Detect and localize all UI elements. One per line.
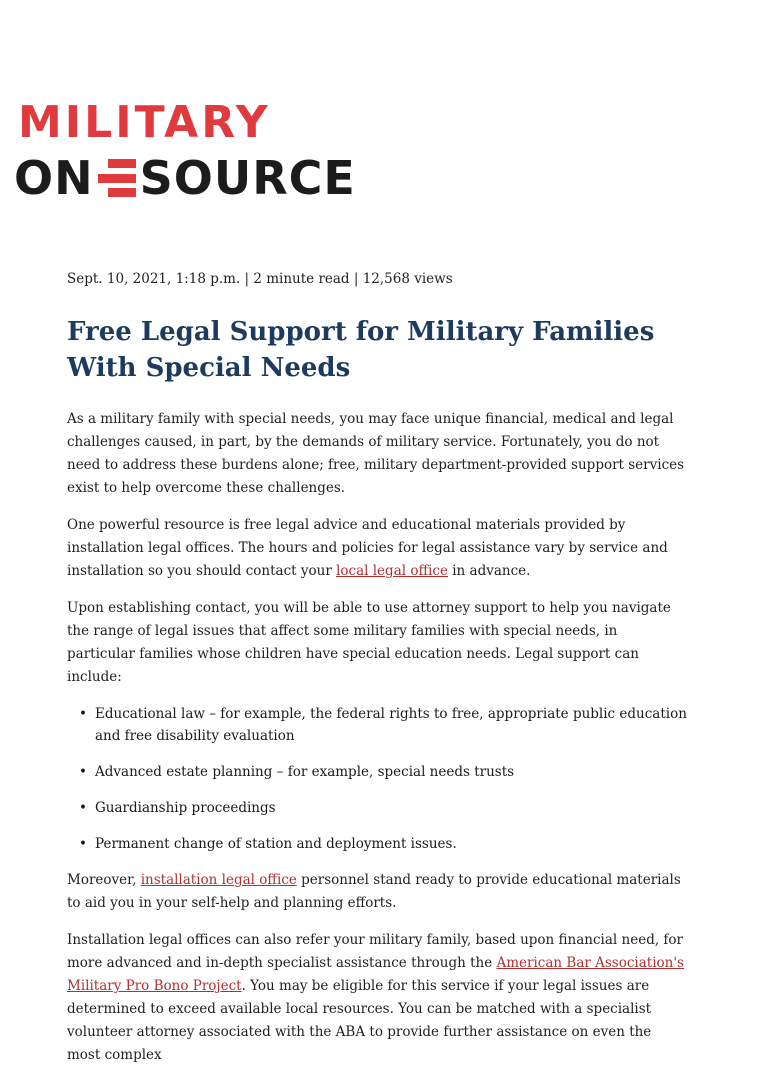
logo-wordmark-source: SOURCE xyxy=(139,151,356,205)
list-item: • Guardianship proceedings xyxy=(95,797,687,819)
legal-support-list xyxy=(67,703,687,855)
paragraph-2-text-after: in advance. xyxy=(447,563,531,579)
logo-wordmark-on: ON xyxy=(14,151,94,205)
logo-e-mark-icon xyxy=(98,159,136,197)
article-paragraph-5 xyxy=(67,929,687,1067)
local-legal-office-link[interactable]: local legal office xyxy=(336,563,448,579)
paragraph-2-text-before: One powerful resource is free legal advice and educational materials provided by installation legal offices. The hours and policies for legal assistance vary by service and installation so you should contact your xyxy=(67,517,668,579)
military-onesource-logo[interactable] xyxy=(12,98,412,208)
list-item: • Permanent change of station and deployment issues. xyxy=(95,833,687,855)
article-paragraph-3: Upon establishing contact, you will be able to use attorney support to help you navigate the range of legal issues that affect some military families with special needs, in particular families whose children have special education needs. Legal support can include: xyxy=(67,600,671,685)
article-paragraph-4 xyxy=(67,869,687,915)
article-meta: Sept. 10, 2021, 1:18 p.m. | 2 minute read | 12,568 views xyxy=(67,271,453,287)
logo-wordmark-military: MILITARY xyxy=(18,97,271,148)
aba-military-pro-bono-link[interactable]: American Bar Association's Military Pro Bono Project xyxy=(67,955,684,994)
article xyxy=(67,268,687,1067)
article-paragraph-1: As a military family with special needs, you may face unique financial, medical and legal challenges caused, in part, by the demands of military service. Fortunately, you do not need to address these burdens alone; free, military department-provided support services exist to help overcome these challenges. xyxy=(67,411,685,496)
paragraph-5-text-before: Installation legal offices can also refer your military family, based upon financial need, for more advanced and in-depth specialist assistance through the xyxy=(67,932,683,971)
installation-legal-office-link[interactable]: installation legal office xyxy=(140,872,297,888)
article-title: Free Legal Support for Military Families With Special Needs xyxy=(67,317,655,383)
paragraph-4-text-before: Moreover, xyxy=(67,872,141,888)
paragraph-4-text-after: personnel stand ready to provide educational materials to aid you in your self-help and planning efforts. xyxy=(67,872,681,911)
logo-wordmark-onesource xyxy=(14,152,356,204)
paragraph-5-text-after: . You may be eligible for this service if your legal issues are determined to exceed available local resources. You can be matched with a specialist volunteer attorney associated with the ABA to provide further assistance on even the most complex xyxy=(67,978,652,1063)
list-item: • Educational law – for example, the federal rights to free, appropriate public education and free disability evaluation xyxy=(95,703,687,747)
list-item: • Advanced estate planning – for example, special needs trusts xyxy=(95,761,687,783)
article-paragraph-2 xyxy=(67,514,687,583)
